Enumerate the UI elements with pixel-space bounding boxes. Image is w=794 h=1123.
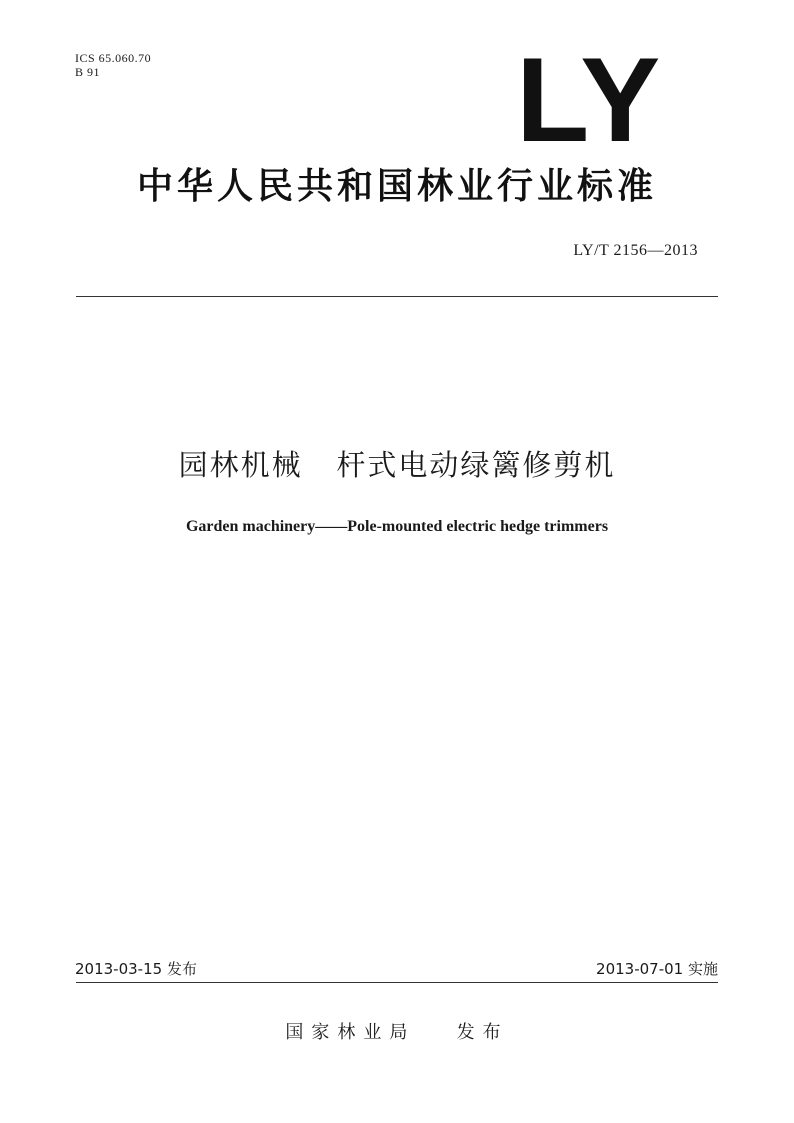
top-divider: [76, 296, 718, 297]
ics-code: ICS 65.060.70: [75, 51, 152, 65]
bottom-divider: [76, 982, 718, 983]
ccs-code: B 91: [75, 65, 101, 79]
document-title-english: Garden machinery——Pole-mounted electric hedge trimmers: [185, 518, 609, 535]
standard-code: LY/T 2156—2013: [573, 242, 698, 259]
standard-title: 中华人民共和国林业行业标准: [136, 166, 657, 207]
publisher: 国家林业局 发布: [285, 1022, 509, 1043]
implementation-date: 2013-07-01 实施: [596, 960, 718, 978]
document-title-chinese: 园林机械 杆式电动绿篱修剪机: [178, 448, 616, 482]
standard-mark-logo: LY: [516, 33, 663, 167]
issue-date: 2013-03-15 发布: [75, 960, 197, 978]
classification-codes: [75, 51, 151, 79]
